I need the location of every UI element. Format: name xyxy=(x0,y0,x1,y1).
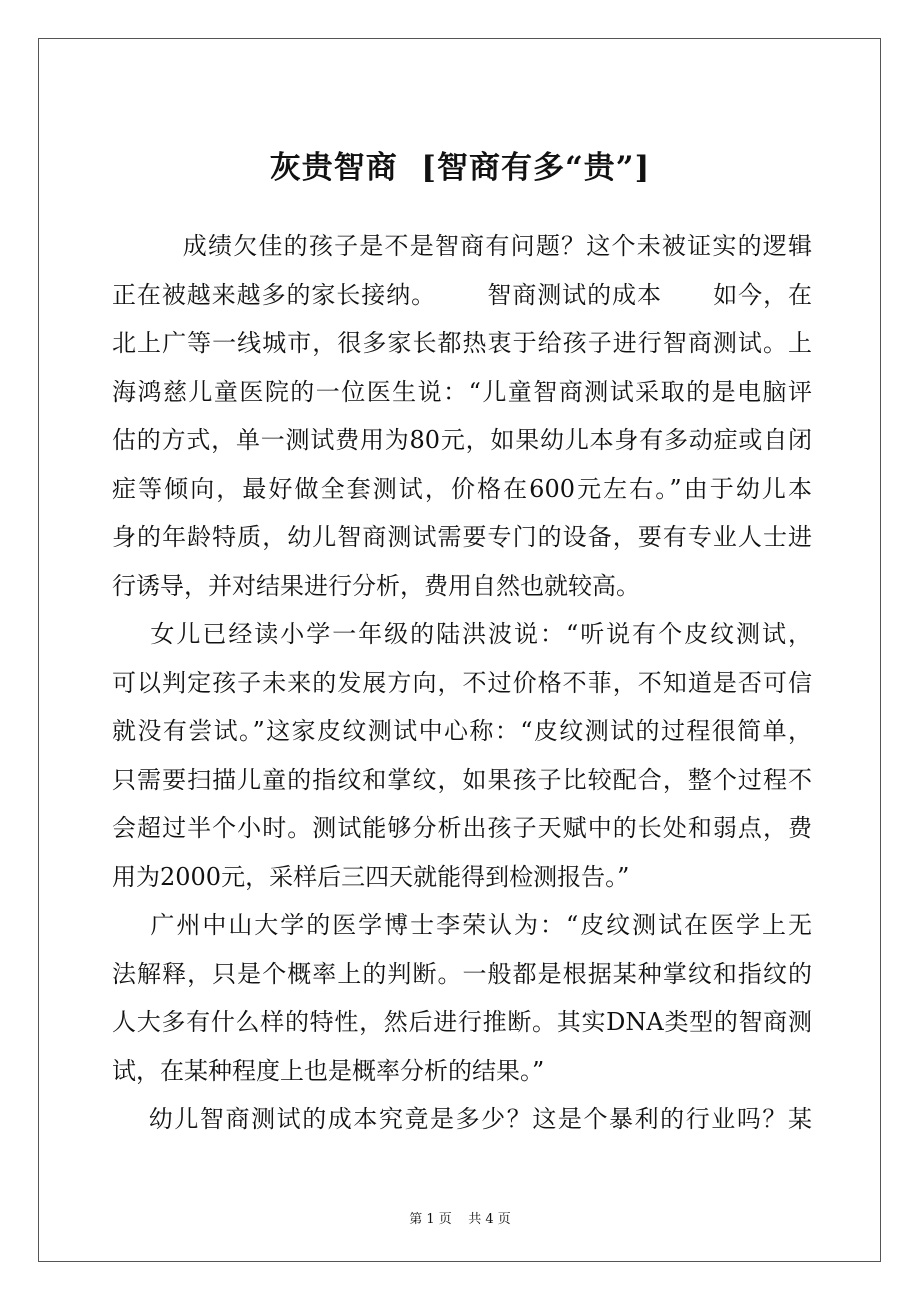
document-title: 灰贵智商 [智商有多“贵”] xyxy=(269,150,651,186)
body-line: 法解释，只是个概率上的判断。一般都是根据某种掌纹和指纹的 xyxy=(112,959,812,988)
body-line: 估的方式，单一测试费用为80元，如果幼儿本身有多动症或自闭 xyxy=(112,426,812,454)
body-line: 海鸿慈儿童医院的一位医生说：“儿童智商测试采取的是电脑评 xyxy=(112,377,812,406)
body-line: 正在被越来越多的家长接纳。 智商测试的成本 如今，在 xyxy=(112,280,812,309)
body-line: 试，在某种程度上也是概率分析的结果。” xyxy=(112,1056,545,1085)
body-line: 女儿已经读小学一年级的陆洪波说：“听说有个皮纹测试， xyxy=(112,620,812,648)
body-line: 幼儿智商测试的成本究竟是多少？这是个暴利的行业吗？某 xyxy=(112,1105,812,1133)
body-line: 身的年龄特质，幼儿智商测试需要专门的设备，要有专业人士进 xyxy=(112,523,812,551)
body-line: 北上广等一线城市，很多家长都热衷于给孩子进行智商测试。上 xyxy=(112,329,812,357)
body-line: 就没有尝试。”这家皮纹测试中心称：“皮纹测试的过程很简单， xyxy=(112,717,812,745)
body-line: 用为2000元，采样后三四天就能得到检测报告。” xyxy=(112,862,630,891)
page-footer: 第 1 页 共 4 页 xyxy=(409,1212,511,1227)
body-line: 可以判定孩子未来的发展方向，不过价格不菲，不知道是否可信 xyxy=(112,668,812,697)
body-line: 广州中山大学的医学博士李荣认为：“皮纹测试在医学上无 xyxy=(112,911,812,939)
body-line: 症等倾向，最好做全套测试，价格在600元左右。”由于幼儿本 xyxy=(112,474,812,503)
document-body xyxy=(112,222,812,1144)
body-line: 行诱导，并对结果进行分析，费用自然也就较高。 xyxy=(112,571,640,600)
body-line: 成绩欠佳的孩子是不是智商有问题？这个未被证实的逻辑 xyxy=(112,232,812,260)
body-line: 只需要扫描儿童的指纹和掌纹，如果孩子比较配合，整个过程不 xyxy=(112,765,812,794)
body-line: 会超过半个小时。测试能够分析出孩子天赋中的长处和弱点，费 xyxy=(112,814,812,842)
body-line: 人大多有什么样的特性，然后进行推断。其实DNA类型的智商测 xyxy=(112,1008,812,1036)
